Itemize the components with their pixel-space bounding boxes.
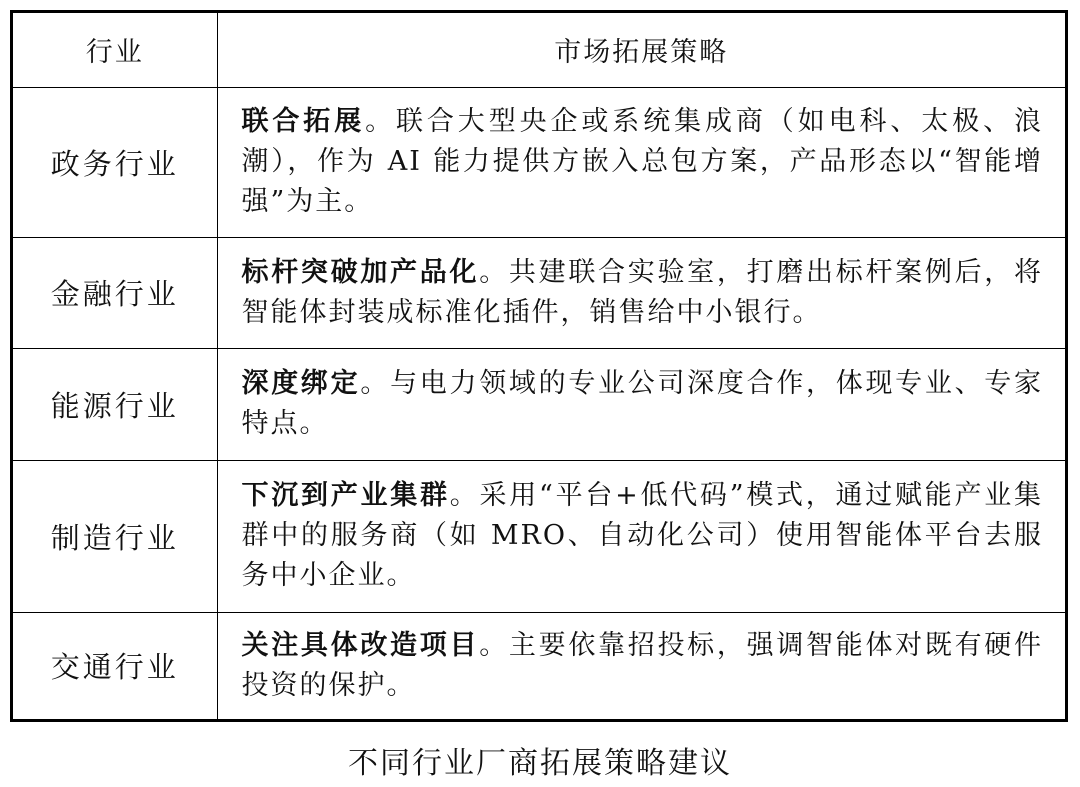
strategy-cell: [217, 87, 1065, 237]
strategy-detail: 。采用“平台+低代码”模式，通过赋能产业集群中的服务商（如 MRO、自动化公司）使用智能体平台去服务中小企业。: [241, 480, 1044, 591]
strategy-lead: 深度绑定: [241, 368, 361, 399]
table-row-finance: [13, 237, 1065, 348]
strategy-table-frame: [10, 10, 1068, 722]
strategy-cell: [217, 348, 1065, 460]
industry-cell: 能源行业: [13, 348, 217, 460]
industry-cell: 金融行业: [13, 237, 217, 348]
industry-cell: 政务行业: [13, 87, 217, 237]
table-row-manufacturing: [13, 460, 1065, 612]
industry-cell: 制造行业: [13, 460, 217, 612]
header-industry: 行业: [13, 13, 217, 87]
strategy-lead: 标杆突破加产品化: [241, 256, 480, 288]
strategy-lead: 下沉到产业集群: [241, 480, 450, 511]
strategy-lead: 联合拓展: [241, 106, 366, 137]
strategy-detail: 。共建联合实验室，打磨出标杆案例后，将智能体封装成标准化插件，销售给中小银行。: [241, 256, 1044, 328]
strategy-detail: 。联合大型央企或系统集成商（如电科、太极、浪潮），作为 AI 能力提供方嵌入总包方案，产品形态以“智能增强”为主。: [241, 106, 1044, 217]
strategy-cell: [217, 612, 1065, 719]
strategy-table: [13, 13, 1065, 719]
table-caption: 不同行业厂商拓展策略建议: [348, 746, 732, 781]
strategy-detail: 。主要依靠招投标，强调智能体对既有硬件投资的保护。: [241, 629, 1044, 701]
header-strategy: 市场拓展策略: [217, 13, 1065, 87]
industry-cell: 交通行业: [13, 612, 217, 719]
strategy-cell: [217, 237, 1065, 348]
table-header-row: [13, 13, 1065, 87]
strategy-detail: 。与电力领域的专业公司深度合作，体现专业、专家特点。: [241, 368, 1044, 439]
table-row-energy: [13, 348, 1065, 460]
table-row-transport: [13, 612, 1065, 719]
table-row-government: [13, 87, 1065, 237]
strategy-lead: 关注具体改造项目: [241, 629, 480, 661]
strategy-cell: [217, 460, 1065, 612]
